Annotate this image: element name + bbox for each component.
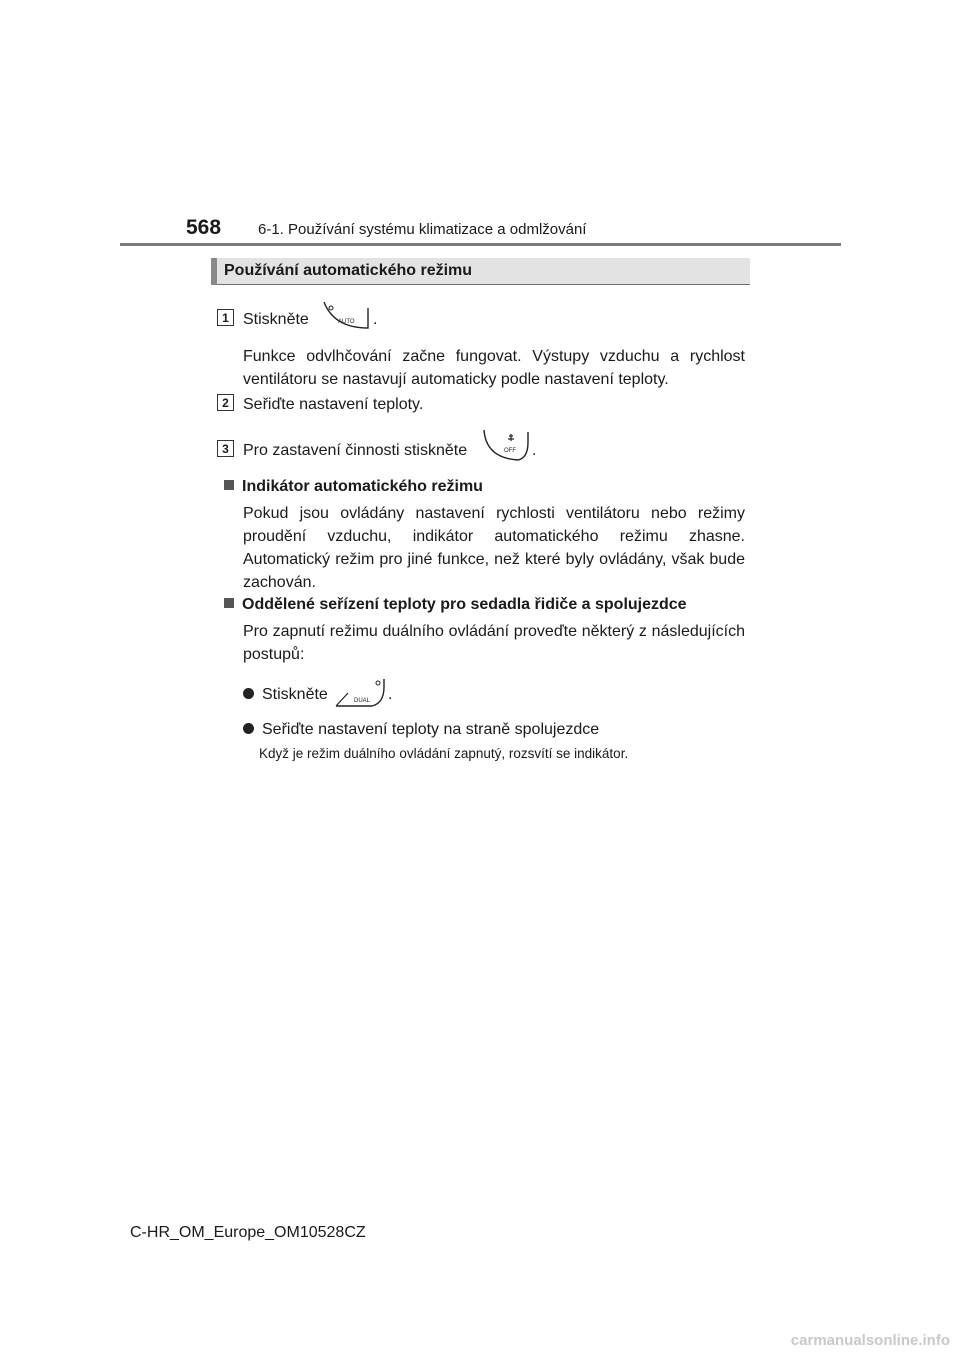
document-code: C-HR_OM_Europe_OM10528CZ	[130, 1224, 366, 1241]
header-rule	[120, 243, 841, 246]
auto-button-label: AUTO	[338, 319, 355, 325]
off-button-label: OFF	[504, 448, 516, 454]
round-bullet-icon	[243, 688, 254, 699]
round-bullet-icon	[243, 723, 254, 734]
chapter-title: 6-1. Používání systému klimatizace a odmlžování	[258, 221, 587, 238]
dual-button-label: DUAL	[354, 698, 371, 704]
dual-intro: Pro zapnutí režimu duálního ovládání proveďte některý z následujících postupů:	[243, 623, 745, 663]
section-title: Používání automatického režimu	[224, 262, 473, 279]
square-bullet-icon	[224, 598, 234, 608]
dual-bullet-1-period: .	[388, 686, 393, 703]
fan-icon	[508, 434, 514, 441]
section-header	[211, 258, 750, 285]
indicator-heading: Indikátor automatického režimu	[224, 478, 483, 496]
step-number-3: 3	[217, 440, 234, 457]
dual-bullet-1: Stiskněte	[243, 683, 328, 706]
square-bullet-icon	[224, 480, 234, 490]
step-2-text: Seřiďte nastavení teploty.	[243, 396, 424, 413]
dual-bullet-2: Seřiďte nastavení teploty na straně spolujezdce	[243, 718, 599, 741]
step-1-lead: Stiskněte	[243, 311, 309, 328]
step-number-2: 2	[217, 394, 234, 411]
dual-heading: Oddělené seřízení teploty pro sedadla řidiče a spolujezdce	[224, 596, 687, 614]
step-3-period: .	[532, 442, 537, 459]
dual-note: Když je režim duálního ovládání zapnutý, rozsvítí se indikátor.	[259, 746, 629, 761]
step-3-text: Pro zastavení činnosti stiskněte	[243, 442, 468, 459]
section-accent	[211, 258, 217, 285]
off-button-icon	[482, 428, 532, 462]
step-1-period: .	[373, 311, 378, 328]
page-number: 568	[186, 216, 222, 239]
step-number-1: 1	[217, 309, 234, 326]
step-1-detail: Funkce odvlhčování začne fungovat. Výstupy vzduchu a rychlost ventilátoru se nastavují automaticky podle nastavení teploty.	[243, 348, 745, 388]
indicator-text: Pokud jsou ovládány nastavení rychlosti ventilátoru nebo režimy proudění vzduchu, indikátor automatického režimu zhasne. Automatický režim pro jiné funkce, než které byly ovládány, však bude zachován.	[243, 505, 745, 591]
watermark: carmanualsonline.info	[790, 1332, 950, 1349]
step-1-text	[243, 308, 309, 331]
dual-button-icon	[334, 675, 388, 709]
auto-button-icon	[322, 300, 372, 330]
